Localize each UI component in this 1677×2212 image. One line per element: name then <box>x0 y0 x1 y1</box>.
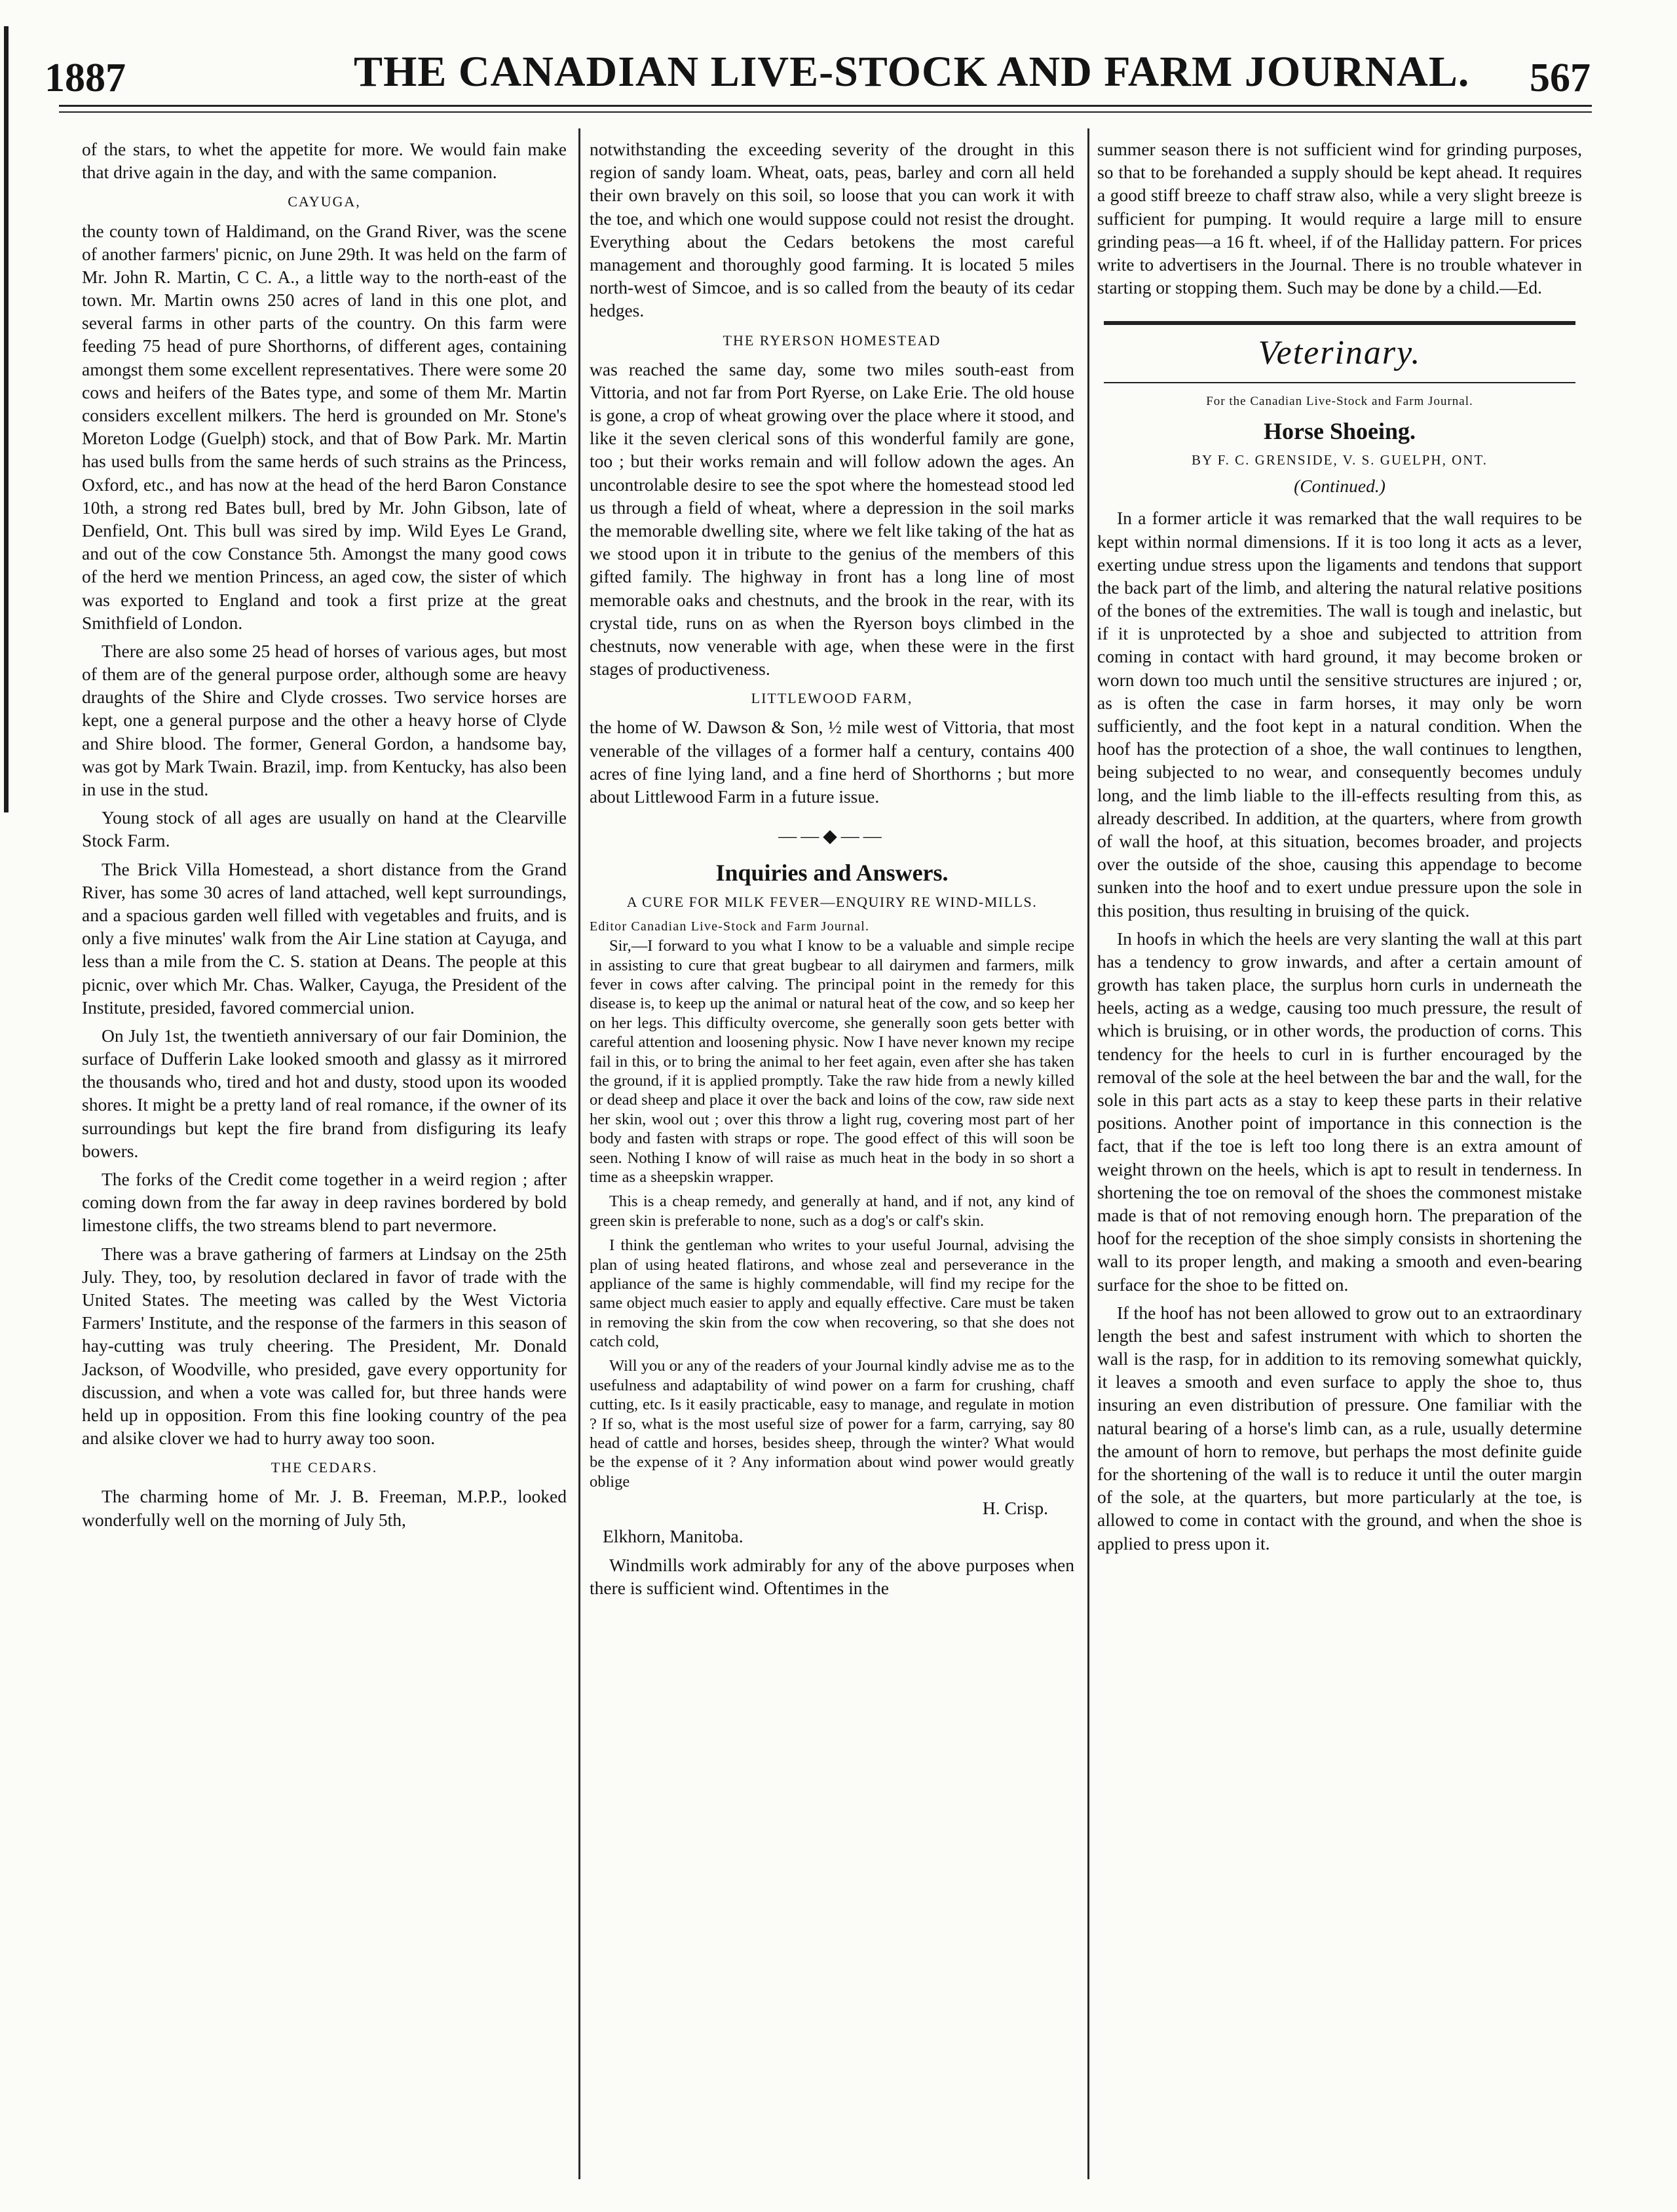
section-heading-cedars: THE CEDARS. <box>271 1459 378 1476</box>
paragraph: There was a brave gathering of farmers at Lindsay on the 25th July. They, too, by resolution declared in favor of trade with the United States. The meeting was called by the West Victoria Farmers' Institute, and the response of the farmers in this season of hay-cutting was truly cheering. The President, Mr. Donald Jackson, of Woodville, who presided, gave every opportunity for discussion, and when a vote was called for, but three hands were held up in opposition. From this fine looking country of the pea and alsike clover we had to hurry away too soon. <box>82 1243 567 1449</box>
author-byline: BY F. C. GRENSIDE, V. S. GUELPH, ONT. <box>1192 452 1488 468</box>
letter-paragraph: I think the gentleman who writes to your useful Journal, advising the plan of using heated flatirons, and whose zeal and perseverance in the appliance of the same is highly commendable, will find my recipe for the same object much easier to apply and equally effective. Care must be taken in removing the skin from the cow when recovering, so that she does not catch cold, <box>590 1236 1074 1351</box>
paragraph: In a former article it was remarked that the wall requires to be kept within normal dimensions. If it is too long it acts as a lever, exerting undue stress upon the ligaments and tendons that support the back part of the limb, and altering the natural relative positions of the bones of the extremities. The wall is tough and inelastic, but if it is unprotected by a shoe and subjected to attrition from coming in contact with hard ground, it may become broken or worn down too much until the sensitive structures are injured ; or, as is often the case in farm horses, it may only be worn sufficiently, and the foot kept in a natural condition. When the hoof has the protection of a shoe, the wall continues to lengthen, being subjected to no wear, and consequently becomes unduly long, and the limb liable to the ill-effects resulting from this, as already described. In addition, at the quarters, where from growth of wall the hoof, at this situation, becomes broader, and projects over the outside of the shoe, causing this appendage to become sunken into the hoof and to exert undue pressure upon the sole in this position, thus resulting in bruising of the quick. <box>1097 508 1582 921</box>
paragraph: notwithstanding the exceeding severity of the drought in this region of sandy loam. Wheat, oats, peas, barley and corn all held their own bravely on this soil, so loose that you can work it with the toe, and which one would suppose could not resist the drought. Everything about the Cedars betokens the most careful management and thoroughly good farming. It is located 5 miles north-west of Simcoe, and is so called from the beauty of its cedar hedges. <box>590 139 1074 321</box>
section-rule-thin <box>1104 382 1575 383</box>
paragraph: If the hoof has not been allowed to grow out to an extraordinary length the best and safest instrument with which to shorten the wall is the rasp, for in addition to its removing somewhat quickly, it leaves a smooth and even surface to apply the shoe to, thus insuring an even distribution of pressure. One familiar with the natural bearing of a horse's limb can, as a rule, usually determine the amount of horn to remove, but perhaps the most definite guide for the shortening of the wall is to reduce it until the outer margin of the sole, at the quarters, but more particularly at the toe, is allowed to come in contact with the ground, and when the shoe is applied to press upon it. <box>1097 1302 1582 1554</box>
column-rule-1 <box>578 128 580 2179</box>
paragraph: summer season there is not sufficient wind for grinding purposes, so that to be forehanded a supply should be kept ahead. It requires a good stiff breeze to chaff straw also, while a very slight breeze is sufficient for pumping. It would require a large mill to ensure grinding peas—a 16 ft. wheel, if of the Halliday pattern. For prices write to advertisers in the Journal. There is no trouble whatever in starting or stopping them. Such may be done by a child.—Ed. <box>1097 139 1582 298</box>
page-edge-shadow <box>4 26 9 812</box>
paragraph: was reached the same day, some two miles south-east from Vittoria, and not far from Port Ryerse, on Lake Erie. The old house is gone, a crop of wheat growing over the place where it stood, and like it the seven clerical sons of this wonderful family are gone, too ; but their works remain and will follow adown the ages. An uncontrolable desire to see the spot where the homestead stood led us through a field of wheat, where a depression in the soil marks the memorable dwelling site, where we felt like taking of the hat as we stood upon it in tribute to the genius of the members of this gifted family. The highway in front has a long line of most memorable oaks and chestnuts, and the brook in the rear, with its crystal tide, runs on as when the Ryerson boys climbed in the chestnuts, now venerable with age, when these were in the first stages of productiveness. <box>590 358 1074 679</box>
column-rule-2 <box>1087 128 1089 2179</box>
letter-paragraph: Will you or any of the readers of your Journal kindly advise me as to the usefulness and adaptability of wind power on a farm for crushing, chaff cutting, etc. Is it easily practicable, easy to manage, and regulate in motion ? If so, what is the most useful size of power for a farm, carrying, say 80 head of cattle and horses, besides sheep, through the winter? What would be the expense of it ? Any information about wind power would greatly oblige <box>590 1357 1074 1491</box>
page-number: 567 <box>1530 56 1591 100</box>
paragraph: the county town of Haldimand, on the Grand River, was the scene of another farmers' picnic, on June 29th. It was held on the farm of Mr. John R. Martin, C C. A., a little way to the north-east of the town. Mr. Martin owns 250 acres of land in this one plot, and several farms in other parts of the country. On this farm were feeding 75 head of pure Shorthorns, of different ages, containing amongst them some excellent representatives. There were some 20 cows and heifers of the Bates type, and some of them Mr. Martin considers excellent milkers. The herd is grounded on Mr. Stone's Moreton Lodge (Guelph) stock, and that of Bow Park. Mr. Martin has used bulls from the same herds of such strains as the Princess, Oxford, etc., and has now at the head of the herd Baron Constance 10th, a strong red Bates bull, bred by Mr. John Gibson, late of Denfield, Ont. This bull was sired by imp. Wild Eyes Le Grand, and out of the cow Constance 5th. Amongst the many good cows of the herd we mention Princess, an aged cow, the sister of which was exported to England and took a first prize at the great Smithfield of London. <box>82 220 567 633</box>
letter-paragraph: This is a cheap remedy, and generally at hand, and if not, any kind of green skin is preferable to none, such as a dog's or calf's skin. <box>590 1192 1074 1230</box>
column-2 <box>590 138 1074 2188</box>
paragraph: the home of W. Dawson & Son, ½ mile west of Vittoria, that most venerable of the villages of a former half a century, contains 400 acres of fine lying land, and a fine herd of Shorthorns ; but more about Littlewood Farm in a future issue. <box>590 717 1074 807</box>
inquiries-subheading: A CURE FOR MILK FEVER—ENQUIRY RE WIND-MILLS. <box>626 894 1038 911</box>
paragraph: The forks of the Credit come together in a weird region ; after coming down from the far away in deep ravines bordered by bold limestone cliffs, the two streams blend to part nevermore. <box>82 1169 567 1236</box>
paragraph: The Brick Villa Homestead, a short distance from the Grand River, has some 30 acres of land attached, well kept surroundings, and a spacious garden well filled with vegetables and fruits, and is only a five minutes' walk from the Air Line station at Cayuga, and less than a mile from the C. S. station at Deans. The people at this picnic, over which Mr. Chas. Walker, Cayuga, the President of the Institute, presided, favored commercial union. <box>82 858 567 1018</box>
paragraph: Young stock of all ages are usually on hand at the Clearville Stock Farm. <box>82 807 567 851</box>
continued-note: (Continued.) <box>1294 476 1385 497</box>
section-heading-cayuga: CAYUGA, <box>288 193 361 210</box>
column-1 <box>82 138 567 2188</box>
section-rule-thick <box>1104 321 1575 325</box>
header-year: 1887 <box>45 56 126 100</box>
letter-paragraph: Sir,—I forward to you what I know to be a valuable and simple recipe in assisting to cure that great bugbear to all dairymen and farmers, milk fever in cows after calving. The principal point in the remedy for this disease is, to keep up the animal or natural heat of the cow, and so keep her on her legs. This difficulty overcome, she generally soon gets better with careful attention and loosening physic. Now I have never known my recipe fail in this, or to bring the animal to her feet again, even after she has taken the ground, if it is applied promptly. Take the raw hide from a newly killed or dead sheep and place it over the back and loins of the cow, raw side next her skin, wool out ; over this throw a light rug, covering most part of her body and fasten with straps or rope. The good effect of this will soon be seen. Nothing I know of will raise as much heat in the body in so short a time as a sheepskin wrapper. <box>590 937 1074 1186</box>
veterinary-section-header <box>1097 321 1582 383</box>
section-heading-littlewood: LITTLEWOOD FARM, <box>751 690 913 707</box>
for-journal-line: For the Canadian Live-Stock and Farm Journal. <box>1206 394 1473 408</box>
paragraph: of the stars, to whet the appetite for more. We would fain make that drive again in the day, and with the same companion. <box>82 139 567 183</box>
letter-place: Elkhorn, Manitoba. <box>603 1526 744 1547</box>
section-heading-ryerson: THE RYERSON HOMESTEAD <box>723 332 941 349</box>
paragraph: On July 1st, the twentieth anniversary of our fair Dominion, the surface of Dufferin Lake looked smooth and glassy as it mirrored the thousands who, tired and hot and dusty, stood upon its wooded shores. It might be a pretty land of real romance, if the owner of its surroundings but kept the fire brand from disfiguring its leafy bowers. <box>82 1025 567 1161</box>
header-rule-top <box>59 105 1592 107</box>
ornament-divider: ——◆—— <box>778 826 886 847</box>
journal-title: THE CANADIAN LIVE-STOCK AND FARM JOURNAL. <box>354 48 1470 96</box>
column-3 <box>1097 138 1582 2188</box>
header-rule-bottom <box>59 111 1592 113</box>
letter-signature: H. Crisp. <box>982 1498 1048 1519</box>
paragraph: In hoofs in which the heels are very slanting the wall at this part has a tendency to grow inwards, and after a certain amount of growth has taken place, the surplus horn curls in underneath the heels, acting as a wedge, causing too much pressure, the result of which is bruising, or in other words, the production of corns. This tendency for the heels to curl in is further encouraged by the removal of the sole at the heel between the bar and the wall, for the sole in this part acts as a stay to keep these parts in their relative positions. Another point of importance in this connection is the fact, that if the toe is left too long there is an extra amount of weight thrown on the heels, which is apt to result in tenderness. In shortening the toe on removal of the shoes the commonest mistake made is that of not removing enough horn. The preparation of the hoof for the reception of the shoe simply consists in shortening the wall to its proper length, and making a smooth and even-bearing surface for the shoe to be fitted on. <box>1097 928 1582 1295</box>
horse-shoeing-heading: Horse Shoeing. <box>1263 418 1416 445</box>
inquiries-heading: Inquiries and Answers. <box>715 860 949 887</box>
masthead <box>0 0 1677 111</box>
paragraph: Windmills work admirably for any of the above purposes when there is sufficient wind. Oftentimes in the <box>590 1554 1074 1598</box>
editor-address: Editor Canadian Live-Stock and Farm Journal. <box>590 919 870 934</box>
veterinary-title: Veterinary. <box>1258 334 1422 372</box>
paragraph: There are also some 25 head of horses of various ages, but most of them are of the general purpose order, although some are heavy draughts of the Shire and Clyde crosses. Two service horses are kept, one a general purpose and the other a heavy horse of Clyde and Shire blood. The former, General Gordon, a handsome bay, was got by Mark Twain. Brazil, imp. from Kentucky, has also been in use in the stud. <box>82 640 567 800</box>
paragraph: The charming home of Mr. J. B. Freeman, M.P.P., looked wonderfully well on the morning of July 5th, <box>82 1486 567 1530</box>
